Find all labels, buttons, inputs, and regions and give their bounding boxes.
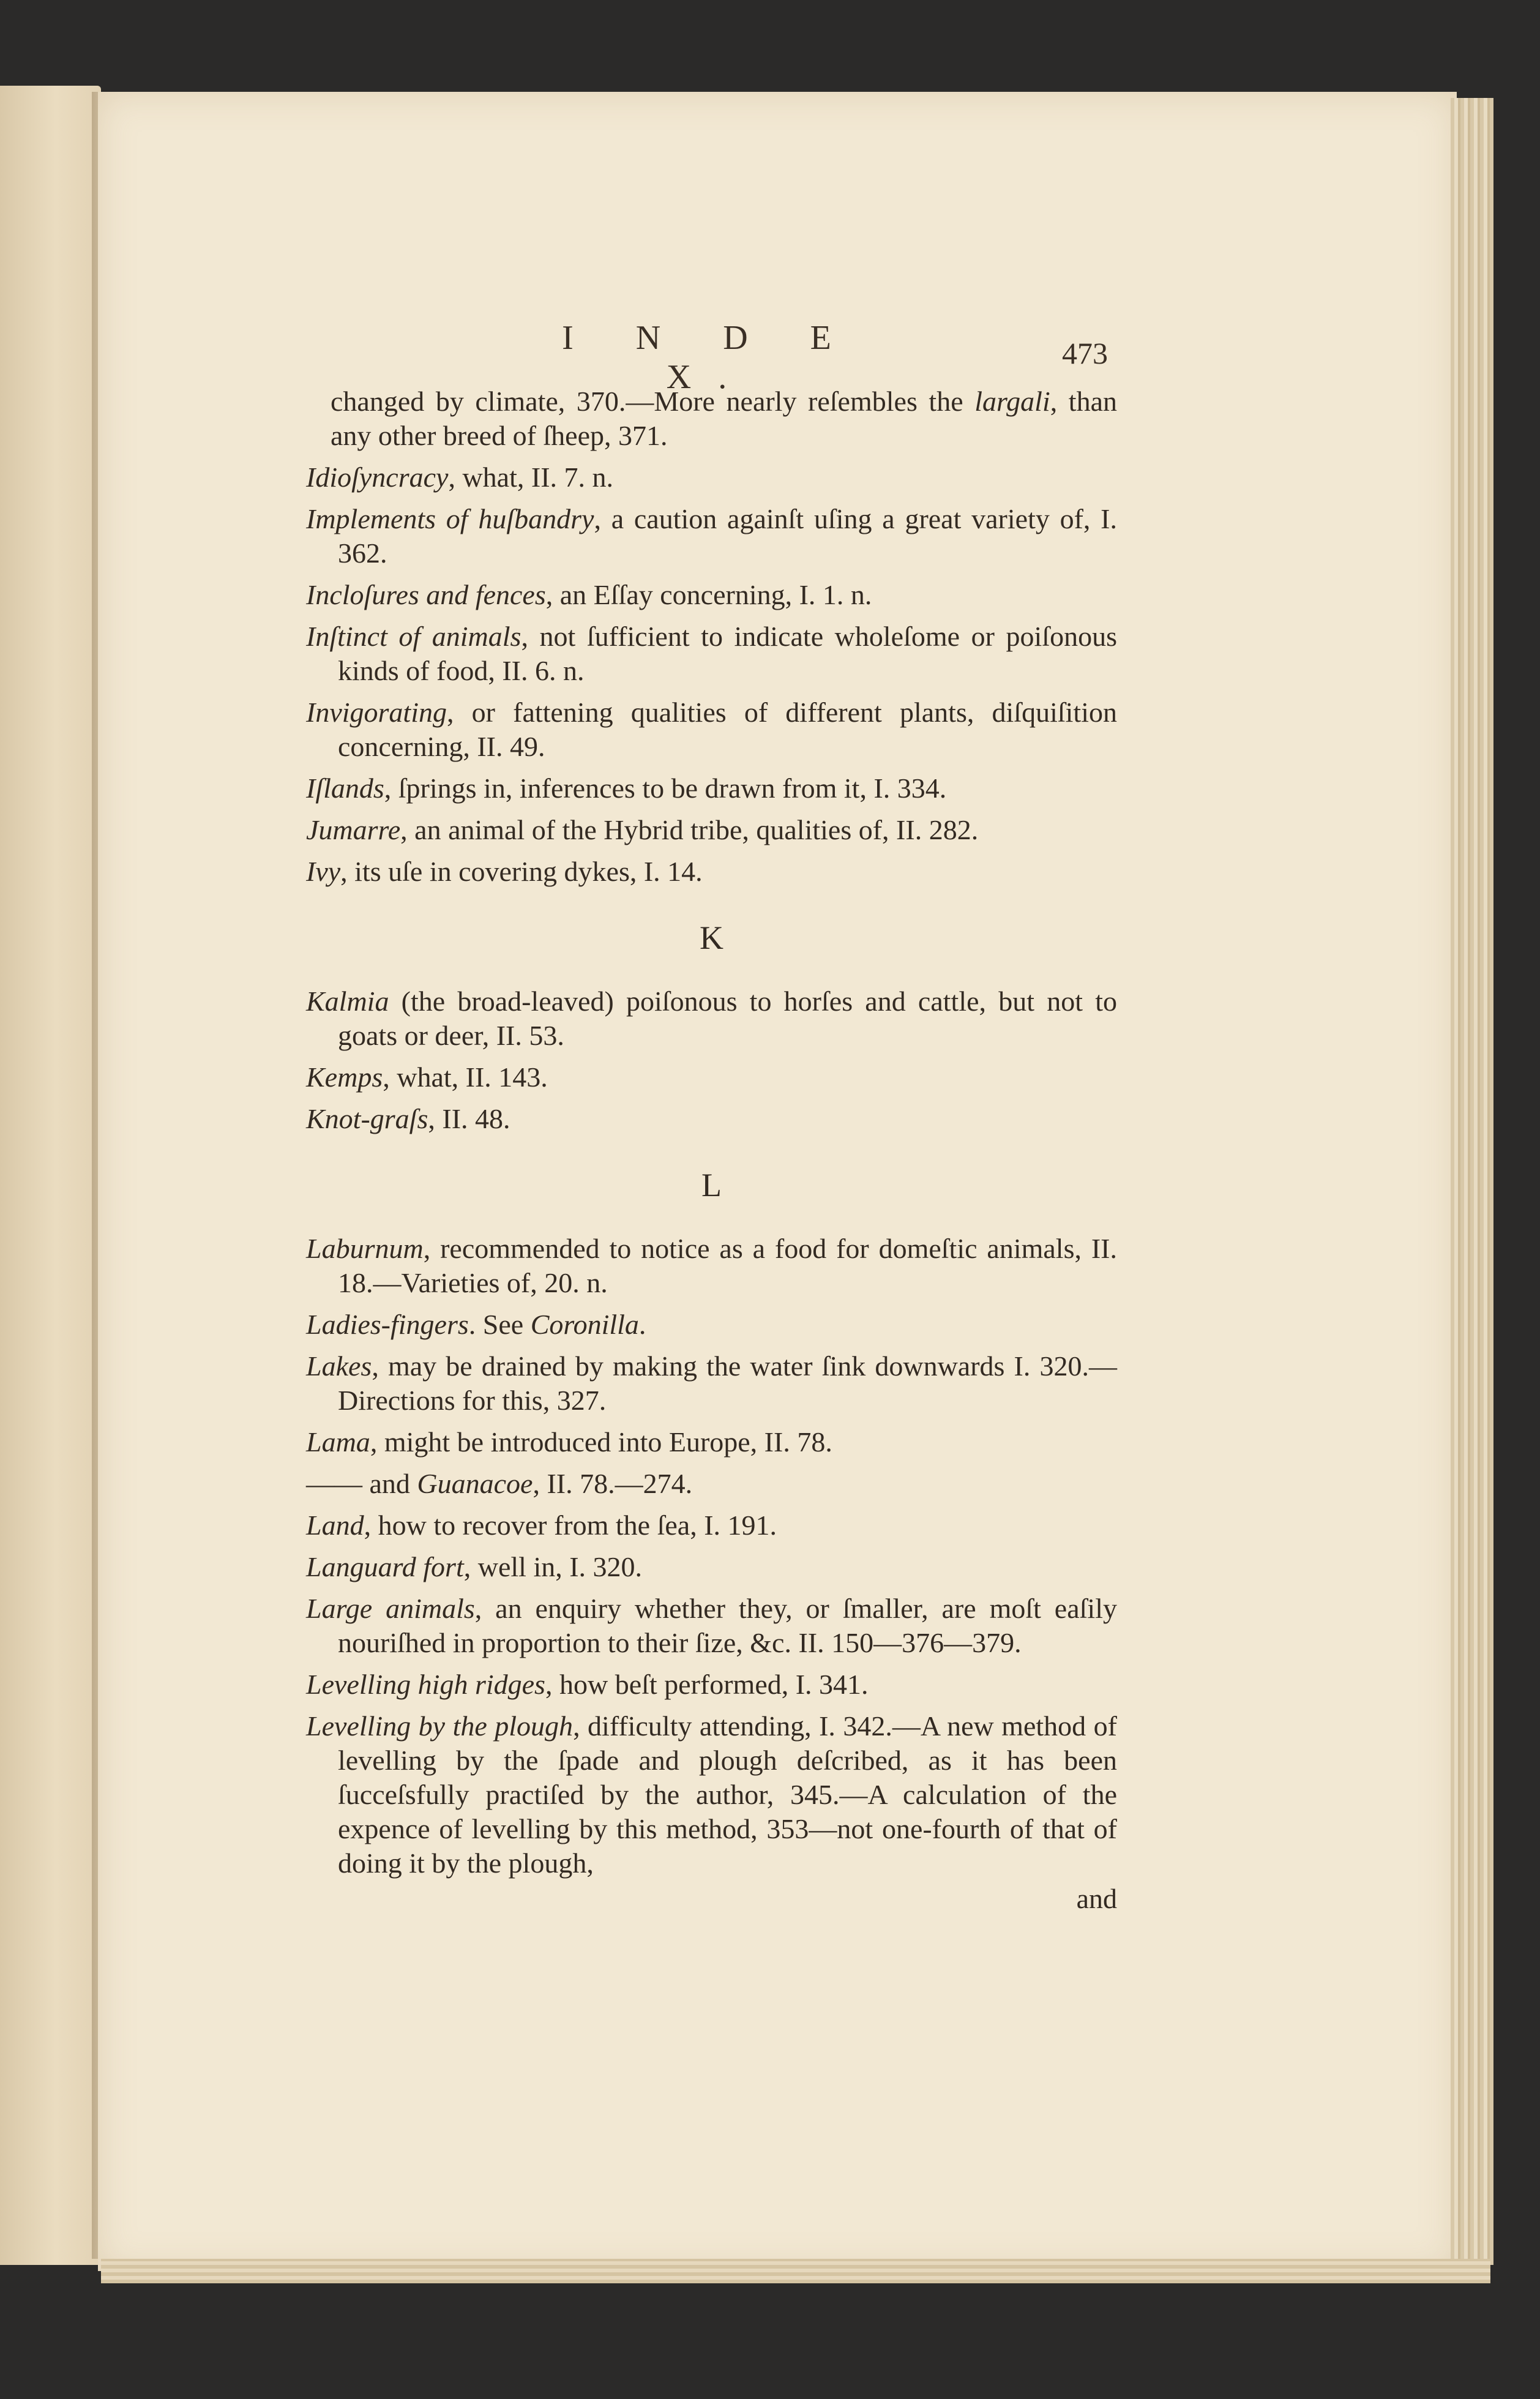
entry-heading: Inſtinct of animals <box>306 621 521 652</box>
index-content <box>306 384 1117 1916</box>
entry-heading: Laburnum <box>306 1233 424 1264</box>
facing-page-edge <box>0 86 101 2265</box>
entry-heading: Kemps <box>306 1061 383 1093</box>
entry-text: , how beſt performed, I. 341. <box>545 1669 869 1700</box>
entry-cross-reference: Coronilla <box>530 1309 639 1340</box>
entry-heading: Implements of huſbandry <box>306 503 594 534</box>
index-entry: Ladies-fingers. See Coronilla. <box>306 1309 646 1340</box>
entry-text: , may be drained by making the water ſink downwards I. 320.—Directions for this, 327. <box>338 1350 1117 1416</box>
entry-heading: Ivy <box>306 856 341 887</box>
index-entry <box>306 1508 1117 1543</box>
index-entry <box>306 1232 1117 1300</box>
entry-heading: Languard fort <box>306 1551 464 1582</box>
index-entry <box>306 1102 1117 1136</box>
entry-heading: Land <box>306 1510 364 1541</box>
entry-text: , an Eſſay concerning, I. 1. n. <box>545 579 872 610</box>
index-entry <box>306 1667 1117 1702</box>
index-entry <box>306 695 1117 764</box>
entry-heading: Jumarre <box>306 814 401 845</box>
index-entry <box>306 460 1117 495</box>
entry-text: , well in, I. 320. <box>463 1551 643 1582</box>
index-entry <box>306 1349 1117 1418</box>
entry-heading: Levelling high ridges <box>306 1669 545 1700</box>
entry-heading: Lama <box>306 1426 370 1458</box>
index-entry <box>306 855 1117 889</box>
index-entry <box>306 502 1117 571</box>
index-entry: —— and Guanacoe, II. 78.—274. <box>306 1468 693 1499</box>
entry-text: . See <box>468 1309 531 1340</box>
entry-heading: Lakes <box>306 1350 372 1382</box>
entry-text: , not ſufficient to indicate wholeſome or poiſonous kinds of food, II. 6. n. <box>338 621 1117 686</box>
entry-subheading: Guanacoe <box>417 1468 533 1499</box>
entry-heading: Incloſures and fences <box>306 579 546 610</box>
index-entry <box>306 1550 1117 1584</box>
entry-text: (the broad-leaved) poiſonous to horſes and cattle, but not to goats or deer, II. 53. <box>338 986 1117 1051</box>
entry-text: , its uſe in covering dykes, I. 14. <box>340 856 703 887</box>
entry-heading: Knot-graſs <box>306 1103 428 1134</box>
entry-heading: Kalmia <box>306 986 389 1017</box>
catchword: and <box>1076 1883 1117 1914</box>
index-entry <box>306 619 1117 688</box>
entry-heading: —— and <box>306 1468 417 1499</box>
index-entry <box>306 1709 1117 1881</box>
entry-text: , recommended to notice as a food for domeſtic animals, II. 18.—Varieties of, 20. n. <box>338 1233 1117 1298</box>
index-entry <box>306 984 1117 1053</box>
entry-text: , an enquiry whether they, or ſmaller, are moſt eaſily nouriſhed in proportion to their ſize, &c. II. 150—376—379. <box>338 1593 1117 1658</box>
index-entry <box>306 578 1117 612</box>
entry-text: , or fattening qualities of different plants, diſquiſition concerning, II. 49. <box>338 697 1117 762</box>
entry-heading: Ladies-fingers <box>306 1309 469 1340</box>
entry-heading: Large animals <box>306 1593 475 1624</box>
index-entry <box>306 813 1117 847</box>
entry-text: , ſprings in, inferences to be drawn from it, I. 334. <box>384 773 947 804</box>
section-letter-l: L <box>701 1167 722 1203</box>
entry-text: , what, II. 7. n. <box>448 462 614 493</box>
entry-heading: Idioſyncracy <box>306 462 449 493</box>
index-entry <box>306 1425 1117 1459</box>
entry-text: , what, II. 143. <box>383 1061 548 1093</box>
index-entry <box>306 1592 1117 1660</box>
page-stack-right-edge <box>1451 98 1493 2265</box>
section-letter-k: K <box>700 919 723 956</box>
entry-text: , an animal of the Hybrid tribe, qualities of, II. 282. <box>400 814 979 845</box>
page-number: 473 <box>1062 336 1108 370</box>
index-entry <box>306 1060 1117 1095</box>
entry-heading: Levelling by the plough <box>306 1710 574 1742</box>
entry-text: , a caution againſt uſing a great variety of, I. 362. <box>338 503 1118 569</box>
entry-heading: Iſlands <box>306 773 384 804</box>
entry-text: , II. 48. <box>428 1103 510 1134</box>
running-head: I N D E X. <box>562 319 858 396</box>
index-entry <box>306 771 1117 806</box>
entry-heading: Invigorating <box>306 697 447 728</box>
index-entry-continuation: changed by climate, 370.—More nearly reſembles the largali, than any other breed of ſheep, 371. <box>331 386 1117 451</box>
entry-text: , might be introduced into Europe, II. 78. <box>370 1426 832 1458</box>
page-stack-bottom-edge <box>101 2259 1490 2283</box>
entry-text: , how to recover from the ſea, I. 191. <box>364 1510 777 1541</box>
entry-text: , difficulty attending, I. 342.—A new method of levelling by the ſpade and plough deſcribed, as it has been ſucceſsfully practiſed by the author, 345.—A calculation of the expence of levelling by this method, 353—not one-fourth of that of doing it by the plough, <box>338 1710 1117 1879</box>
